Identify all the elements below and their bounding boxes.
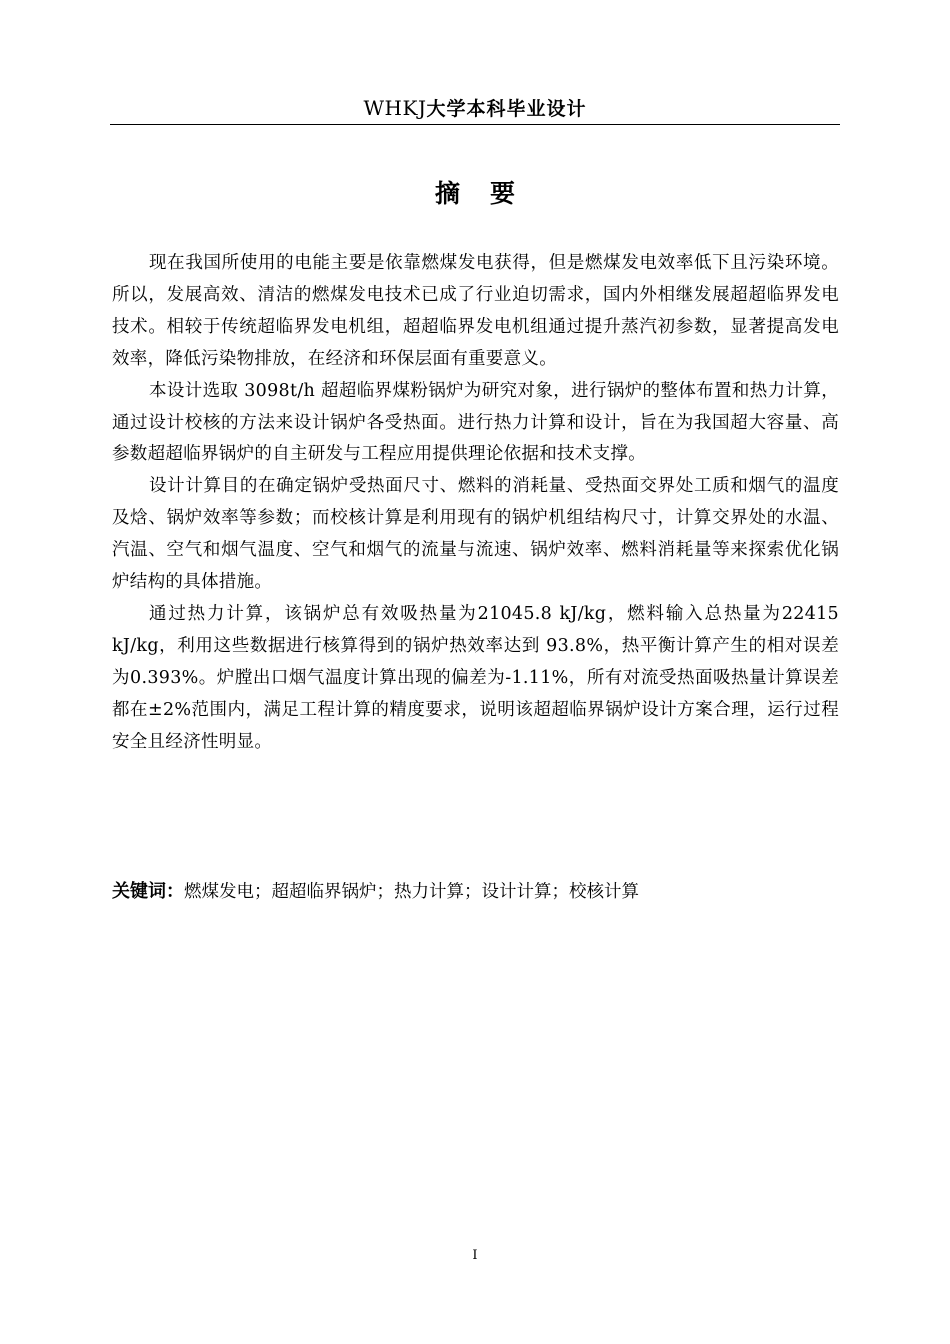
keywords-label: 关键词： (112, 881, 184, 902)
abstract-paragraph-2: 本设计选取 3098t/h 超超临界煤粉锅炉为研究对象，进行锅炉的整体布置和热力计算，通过设计校核的方法来设计锅炉各受热面。进行热力计算和设计，旨在为我国超大容量、高参数超超临界锅炉的自主研发与工程应用提供理论依据和技术支撑。 (112, 380, 839, 465)
running-header (110, 94, 840, 123)
keywords-value: 燃煤发电；超超临界锅炉；热力计算；设计计算；校核计算 (184, 882, 639, 902)
page-title: 摘要 (434, 179, 545, 208)
abstract-body (112, 248, 839, 759)
abstract-paragraph-1: 现在我国所使用的电能主要是依靠燃煤发电获得，但是燃煤发电效率低下且污染环境。所以，发展高效、清洁的燃煤发电技术已成了行业迫切需求，国内外相继发展超超临界发电技术。相较于传统超临界发电机组，超超临界发电机组通过提升蒸汽初参数，显著提高发电效率，降低污染物排放，在经济和环保层面有重要意义。 (112, 253, 839, 369)
header-chinese: 大学本科毕业设计 (426, 98, 587, 120)
header-latin: WHKJ (363, 96, 427, 120)
abstract-paragraph-3: 设计计算目的在确定锅炉受热面尺寸、燃料的消耗量、受热面交界处工质和烟气的温度及焓、锅炉效率等参数；而校核计算是利用现有的锅炉机组结构尺寸，计算交界处的水温、汽温、空气和烟气温度、空气和烟气的流量与流速、锅炉效率、燃料消耗量等来探索优化锅炉结构的具体措施。 (112, 476, 839, 593)
abstract-paragraph-4: 通过热力计算，该锅炉总有效吸热量为21045.8 kJ/kg，燃料输入总热量为22415 kJ/kg，利用这些数据进行核算得到的锅炉热效率达到 93.8%，热平衡计算产生的相对误差为0.393%。炉膛出口烟气温度计算出现的偏差为-1.11%，所有对流受热面吸热量计算误差都在±2%范围内，满足工程计算的精度要求，说明该超超临界锅炉设计方案合理，运行过程安全且经济性明显。 (112, 603, 839, 752)
header-rule (110, 124, 840, 125)
keywords-line (112, 876, 839, 908)
page-number: I (472, 1248, 478, 1263)
